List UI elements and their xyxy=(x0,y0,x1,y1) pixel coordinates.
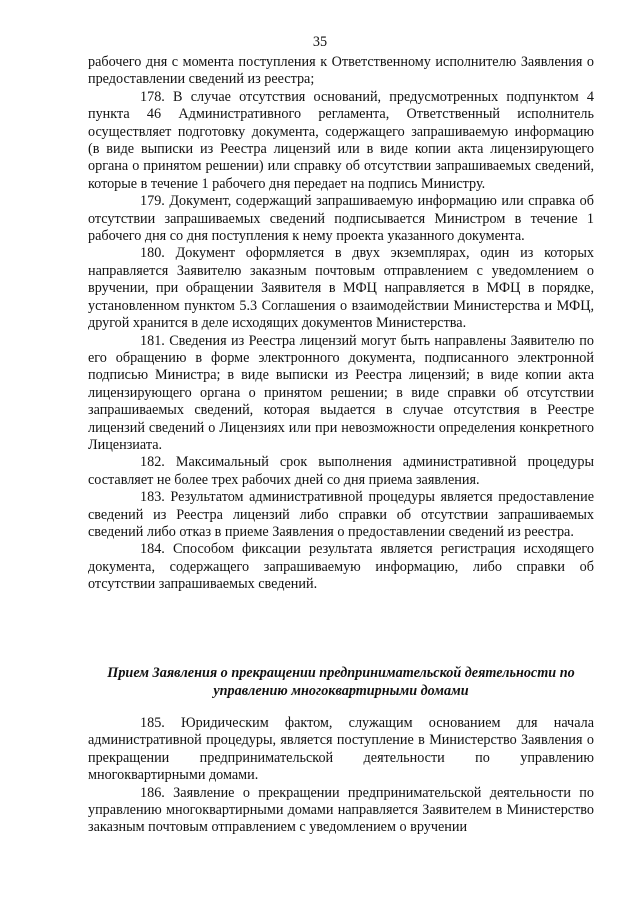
paragraph-180: 180. Документ оформляется в двух экземплярах, один из которых направляется Заявителю заказным почтовым отправлением с уведомлением о вручении, при обращении Заявителя в МФЦ направляется в МФЦ в порядке, установленном пунктом 5.3 Соглашения о взаимодействии Министерства и МФЦ, другой хранится в деле исходящих документов Министерства. xyxy=(88,245,594,332)
page-number: 35 xyxy=(312,34,328,50)
paragraph-179: 179. Документ, содержащий запрашиваемую информацию или справка об отсутствии запрашиваемых сведений подписывается Министром в течение 1 рабочего дня со дня поступления к нему проекта указанного документа. xyxy=(88,193,594,245)
paragraph-184: 184. Способом фиксации результата является регистрация исходящего документа, содержащего запрашиваемую информацию, либо справки об отсутствии запрашиваемых сведений. xyxy=(88,541,594,593)
paragraph-181: 181. Сведения из Реестра лицензий могут быть направлены Заявителю по его обращению в форме электронного документа, подписанного электронной подписью Министра; в виде выписки из Реестра лицензий; в виде копии акта лицензирующего органа о принятом решении; в виде справки об отсутствии запрашиваемых сведений, которая выдается в случае отсутствия в Реестре лицензий сведений о Лицензиях или при невозможности определения конкретного Лицензиата. xyxy=(88,332,594,453)
paragraph-182: 182. Максимальный срок выполнения административной процедуры составляет не более трех рабочих дней со дня приема заявления. xyxy=(88,454,594,488)
paragraph-continuation: рабочего дня с момента поступления к Ответственному исполнителю Заявления о предоставлении сведений из реестра; xyxy=(88,54,594,88)
body-text-bottom xyxy=(88,715,594,837)
paragraph-186: 186. Заявление о прекращении предпринимательской деятельности по управлению многоквартирными домами направляется Заявителем в Министерство заказным почтовым отправлением с уведомлением о вручении xyxy=(88,784,594,836)
paragraph-185: 185. Юридическим фактом, служащим основанием для начала административной процедуры, является поступление в Министерство Заявления о прекращении предпринимательской деятельности по управлению многоквартирными домами. xyxy=(88,715,594,784)
paragraph-178: 178. В случае отсутствия оснований, предусмотренных подпунктом 4 пункта 46 Административного регламента, Ответственный исполнитель осуществляет подготовку документа, содержащего запрашиваемую информацию (в виде выписки из Реестра лицензий или в виде копии акта лицензирующего органа о принятом решении) или справку об отсутствии запрашиваемых сведений, которые в течение 1 рабочего дня передает на подпись Министру. xyxy=(88,88,594,192)
section-heading: Прием Заявления о прекращении предпринимательской деятельности по управлению многоквартирными домами xyxy=(107,665,575,699)
body-text-top xyxy=(88,54,594,594)
paragraph-183: 183. Результатом административной процедуры является предоставление сведений из Реестра лицензий либо справки об отсутствии запрашиваемых сведений либо отказ в приеме Заявления о предоставлении сведений из реестра. xyxy=(88,489,594,540)
